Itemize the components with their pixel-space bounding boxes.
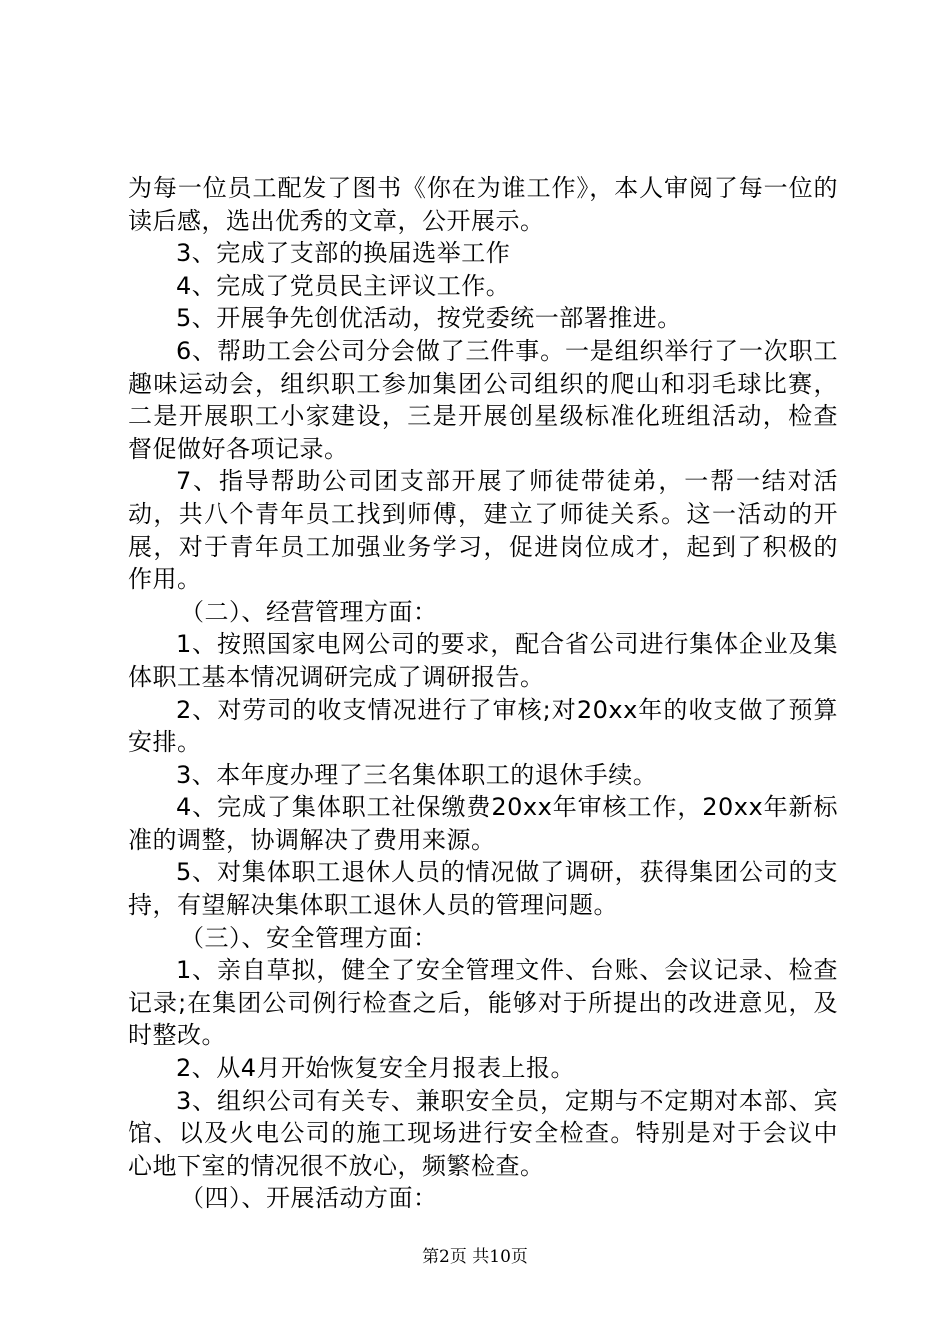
paragraph: 3、完成了支部的换届选举工作 bbox=[176, 239, 511, 268]
section-heading: （三）、安全管理方面： bbox=[180, 923, 438, 952]
section-heading: （二）、经营管理方面： bbox=[180, 597, 438, 626]
paragraph: 2、对劳司的收支情况进行了审核;对20xx年的收支做了预算安排。 bbox=[128, 695, 838, 757]
paragraph: 6、帮助工会公司分会做了三件事。一是组织举行了一次职工趣味运动会，组织职工参加集团公司组织的爬山和羽毛球比赛，二是开展职工小家建设，三是开展创星级标准化班组活动，检查督促做好各项记录。 bbox=[128, 336, 838, 463]
paragraph: 1、按照国家电网公司的要求，配合省公司进行集体企业及集体职工基本情况调研完成了调研报告。 bbox=[128, 630, 838, 691]
paragraph: 3、组织公司有关专、兼职安全员，定期与不定期对本部、宾馆、以及火电公司的施工现场进行安全检查。特别是对于会议中心地下室的情况很不放心，频繁检查。 bbox=[128, 1086, 838, 1180]
document-body bbox=[128, 172, 838, 1215]
paragraph: 1、亲自草拟，健全了安全管理文件、台账、会议记录、检查记录;在集团公司例行检查之后，能够对于所提出的改进意见，及时整改。 bbox=[128, 956, 838, 1050]
paragraph: 7、指导帮助公司团支部开展了师徒带徒弟，一帮一结对活动，共八个青年员工找到师傅，建立了师徒关系。这一活动的开展，对于青年员工加强业务学习，促进岗位成才，起到了积极的作用。 bbox=[128, 467, 838, 594]
paragraph: 为每一位员工配发了图书《你在为谁工作》，本人审阅了每一位的读后感，选出优秀的文章，公开展示。 bbox=[128, 174, 838, 235]
paragraph: 4、完成了集体职工社保缴费20xx年审核工作，20xx年新标准的调整，协调解决了费用来源。 bbox=[128, 793, 838, 854]
paragraph: 2、从4月开始恢复安全月报表上报。 bbox=[176, 1054, 576, 1083]
section-heading: （四）、开展活动方面： bbox=[180, 1184, 438, 1213]
paragraph: 4、完成了党员民主评议工作。 bbox=[176, 271, 511, 300]
paragraph: 5、开展争先创优活动，按党委统一部署推进。 bbox=[176, 304, 682, 333]
page-footer: 第2页 共10页 bbox=[422, 1247, 528, 1267]
paragraph: 5、对集体职工退休人员的情况做了调研，获得集团公司的支持，有望解决集体职工退休人员的管理问题。 bbox=[128, 858, 838, 920]
paragraph: 3、本年度办理了三名集体职工的退休手续。 bbox=[176, 760, 658, 789]
